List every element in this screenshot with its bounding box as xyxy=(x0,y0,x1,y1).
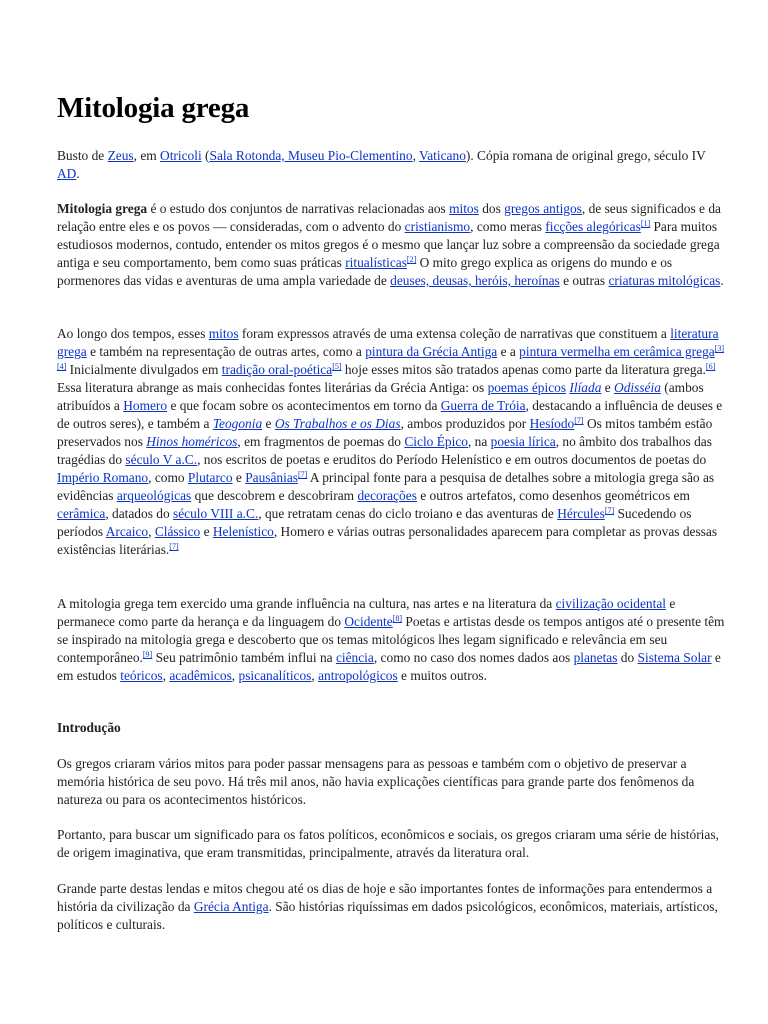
link-ocidente[interactable]: Ocidente xyxy=(344,614,393,629)
link-sistema-solar[interactable]: Sistema Solar xyxy=(637,650,712,665)
link-pausanias[interactable]: Pausânias xyxy=(245,470,298,485)
link-classico[interactable]: Clássico xyxy=(154,524,201,539)
text: , de seus significados e da relação entre eles e os povos — consideradas, com o advento do xyxy=(57,201,721,234)
link-antropologicos[interactable]: antropológicos xyxy=(318,668,398,683)
text: e também na representação de outras artes, como a xyxy=(86,344,366,359)
text: . xyxy=(720,273,724,288)
text: , xyxy=(311,668,319,683)
link-vaticano[interactable]: Vaticano xyxy=(419,148,466,163)
bold-term: Mitologia grega xyxy=(57,201,148,216)
link-pintura-grecia[interactable]: pintura da Grécia Antiga xyxy=(365,344,498,359)
link-zeus[interactable]: Zeus xyxy=(107,148,134,163)
text: , em xyxy=(133,148,161,163)
reference-link[interactable]: [9] xyxy=(142,650,153,659)
text: Seu patrimônio também influi na xyxy=(152,650,336,665)
link-deuses[interactable]: deuses, deusas, heróis, heroínas xyxy=(390,273,560,288)
link-decoracoes[interactable]: decorações xyxy=(357,488,417,503)
link-ciencia[interactable]: ciência xyxy=(335,650,374,665)
text: , datados do xyxy=(105,506,173,521)
text: do xyxy=(617,650,638,665)
reference[interactable] xyxy=(407,255,416,264)
link-otricoli[interactable]: Otricoli xyxy=(160,148,202,163)
text: A mitologia grega tem exercido uma grande influência na cultura, nas artes e na literatura da xyxy=(57,596,556,611)
paragraph-gregos: Os gregos criaram vários mitos para poder passar mensagens para as pessoas e também com o objetivo de preservar a memória histórica de seu povo. Há três mil anos, não havia explicações científicas para grande parte dos fenômenos da natureza ou para os acontecimentos históricos. xyxy=(57,756,695,807)
text: , xyxy=(162,668,170,683)
link-criaturas[interactable]: criaturas mitológicas xyxy=(608,273,721,288)
text: que descobrem e descobriram xyxy=(191,488,358,503)
reference-link[interactable]: [7] xyxy=(574,416,584,425)
text: Ao longo dos tempos, esses xyxy=(57,326,209,341)
text: e a xyxy=(497,344,520,359)
text: , ambos produzidos por xyxy=(400,416,530,431)
text: Poetas e artistas desde os tempos antigos até o presente têm se inspirado na mitologia grega e descoberto que os temas mitológicos lhes legam significado e relevância em seu contemporâneo. xyxy=(57,614,725,665)
text: , como meras xyxy=(470,219,546,234)
link-hinos-homericos[interactable]: Hinos homéricos xyxy=(146,434,238,449)
text: ). Cópia romana de original grego, século IV xyxy=(465,148,706,163)
text: foram expressos através de uma extensa coleção de narrativas que constituem a xyxy=(238,326,671,341)
reference[interactable] xyxy=(641,219,650,228)
text: , como no caso dos nomes dados aos xyxy=(373,650,574,665)
link-ciclo-epico[interactable]: Ciclo Épico xyxy=(404,434,468,449)
link-hercules[interactable]: Hércules xyxy=(557,506,605,521)
link-teogonia[interactable]: Teogonia xyxy=(212,416,263,431)
text: Os mitos também estão preservados nos xyxy=(57,416,713,449)
reference-link[interactable]: [3][4] xyxy=(57,344,725,371)
link-pintura-vermelha[interactable]: pintura vermelha em cerâmica grega xyxy=(519,344,715,359)
text: e xyxy=(232,470,246,485)
reference-link[interactable]: [2] xyxy=(406,255,417,264)
link-ad[interactable]: AD xyxy=(57,166,77,181)
text: Sucedendo os períodos xyxy=(57,506,692,539)
link-seculo-viii[interactable]: século VIII a.C. xyxy=(173,506,259,521)
reference[interactable] xyxy=(706,362,715,371)
paragraph-influence xyxy=(57,595,725,685)
reference[interactable] xyxy=(574,416,583,425)
reference-link[interactable]: [6] xyxy=(705,362,716,371)
text: , que retratam cenas do ciclo troiano e das aventuras de xyxy=(258,506,558,521)
reference-link[interactable]: [1] xyxy=(640,219,651,228)
paragraph-lendas xyxy=(57,880,725,934)
link-planetas[interactable]: planetas xyxy=(573,650,618,665)
reference[interactable] xyxy=(298,470,307,479)
link-imperio-romano[interactable]: Império Romano xyxy=(57,470,149,485)
link-seculo-v[interactable]: século V a.C. xyxy=(125,452,198,467)
reference-link[interactable]: [7] xyxy=(298,470,308,479)
link-ritualisticas[interactable]: ritualísticas xyxy=(345,255,407,270)
text: Inicialmente divulgados em xyxy=(66,362,222,377)
text: e que focam sobre os acontecimentos em torno da xyxy=(167,398,441,413)
link-arqueologicas[interactable]: arqueológicas xyxy=(116,488,192,503)
text: . xyxy=(76,166,80,181)
text: Essa literatura abrange as mais conhecidas fontes literárias da Grécia Antiga: os xyxy=(57,380,488,395)
text: , xyxy=(412,148,420,163)
link-iliada[interactable]: Ilíada xyxy=(569,380,602,395)
text: e xyxy=(601,380,615,395)
paragraph-sources xyxy=(57,325,725,559)
page-title: Mitologia grega xyxy=(57,92,250,124)
reference-link[interactable]: [7] xyxy=(604,506,615,515)
paragraph-intro xyxy=(57,200,725,290)
reference[interactable] xyxy=(605,506,614,515)
text: A principal fonte para a pesquisa de detalhes sobre a mitologia grega são as evidências xyxy=(57,470,715,503)
link-poemas-epicos[interactable]: poemas épicos xyxy=(487,380,567,395)
link-mitos[interactable]: mitos xyxy=(449,201,479,216)
link-helenistico[interactable]: Helenístico xyxy=(212,524,274,539)
reference-link[interactable]: [8] xyxy=(392,614,403,623)
link-grecia-antiga[interactable]: Grécia Antiga xyxy=(193,899,269,914)
link-literatura-grega[interactable]: literatura grega xyxy=(57,326,719,359)
link-cristianismo[interactable]: cristianismo xyxy=(404,219,471,234)
link-arcaico[interactable]: Arcaico xyxy=(105,524,149,539)
reference[interactable] xyxy=(169,542,178,551)
link-academicos[interactable]: acadêmicos xyxy=(169,668,232,683)
link-odisseia[interactable]: Odisséia xyxy=(614,380,661,395)
text: ( xyxy=(201,148,210,163)
text: , como xyxy=(148,470,188,485)
link-sala-rotonda[interactable]: Sala Rotonda, Museu Pio-Clementino xyxy=(209,148,413,163)
link-teoricos[interactable]: teóricos xyxy=(120,668,163,683)
reference[interactable] xyxy=(332,362,341,371)
text: Grande parte destas lendas e mitos chegou até os dias de hoje e são importantes fontes de informações para entendermos a história da civilização da xyxy=(57,881,713,914)
text: e outros artefatos, como desenhos geométricos em xyxy=(416,488,690,503)
text: , xyxy=(231,668,239,683)
reference[interactable] xyxy=(393,614,402,623)
text: , nos escritos de poetas e eruditos do Período Helenístico e em outros documentos de poetas do xyxy=(197,452,707,467)
link-poesia-lirica[interactable]: poesia lírica xyxy=(490,434,556,449)
text: Busto de xyxy=(57,148,108,163)
section-heading-introducao: Introdução xyxy=(57,720,121,735)
link-hesiodo[interactable]: Hesíodo xyxy=(529,416,575,431)
reference-link[interactable]: [7] xyxy=(169,542,179,551)
text: , xyxy=(148,524,155,539)
link-civilizacao-ocidental[interactable]: civilização ocidental xyxy=(555,596,667,611)
text: O mito grego explica as origens do mundo e os pormenores das vidas e aventuras de uma ampla variedade de xyxy=(57,255,673,288)
link-homero[interactable]: Homero xyxy=(123,398,168,413)
text: dos xyxy=(478,201,505,216)
text: hoje esses mitos são tratados apenas como parte da literatura grega. xyxy=(341,362,706,377)
link-mitos[interactable]: mitos xyxy=(208,326,239,341)
text: e outras xyxy=(559,273,609,288)
text: e xyxy=(200,524,213,539)
link-guerra-troia[interactable]: Guerra de Tróia xyxy=(440,398,526,413)
paragraph-portanto: Portanto, para buscar um significado para os fatos políticos, econômicos e sociais, os gregos criaram uma série de histórias, de origem imaginativa, que eram transmitidas, principalmente, através da literatura oral. xyxy=(57,827,719,860)
text: e permanece como parte da herança e da linguagem do xyxy=(57,596,676,629)
link-psicanaliticos[interactable]: psicanalíticos xyxy=(238,668,312,683)
link-ceramica[interactable]: cerâmica xyxy=(57,506,106,521)
reference[interactable] xyxy=(143,650,152,659)
text: , Homero e várias outras personalidades aparecem para completar as provas dessas existências literárias. xyxy=(57,524,718,557)
text: e muitos outros. xyxy=(397,668,487,683)
link-tradicao-oral[interactable]: tradição oral-poética xyxy=(221,362,333,377)
text: e em estudos xyxy=(57,650,721,683)
link-ficcoes-alegoricas[interactable]: ficções alegóricas xyxy=(545,219,641,234)
text: (ambos atribuídos a xyxy=(57,380,704,413)
text: e xyxy=(262,416,275,431)
text: , em fragmentos de poemas do xyxy=(237,434,405,449)
text: , no âmbito dos trabalhos das tragédias do xyxy=(57,434,712,467)
text: . São histórias riquíssimas em dados psicológicos, econômicos, materiais, artísticos, políticos e culturais. xyxy=(57,899,718,932)
reference-link[interactable]: [5] xyxy=(332,362,342,371)
link-plutarco[interactable]: Plutarco xyxy=(187,470,233,485)
text: , destacando a influência de deuses e de outros seres), e também a xyxy=(57,398,723,431)
text: Para muitos estudiosos modernos, contudo, entender os mitos gregos é o mesmo que lançar luz sobre a compreensão da sociedade grega antiga e seu comportamento, bem como suas práticas xyxy=(57,219,720,270)
text: , na xyxy=(467,434,491,449)
link-trabalhos-dias[interactable]: Os Trabalhos e os Dias xyxy=(274,416,401,431)
link-gregos-antigos[interactable]: gregos antigos xyxy=(504,201,582,216)
text: é o estudo dos conjuntos de narrativas relacionadas aos xyxy=(147,201,450,216)
image-caption xyxy=(57,147,725,183)
